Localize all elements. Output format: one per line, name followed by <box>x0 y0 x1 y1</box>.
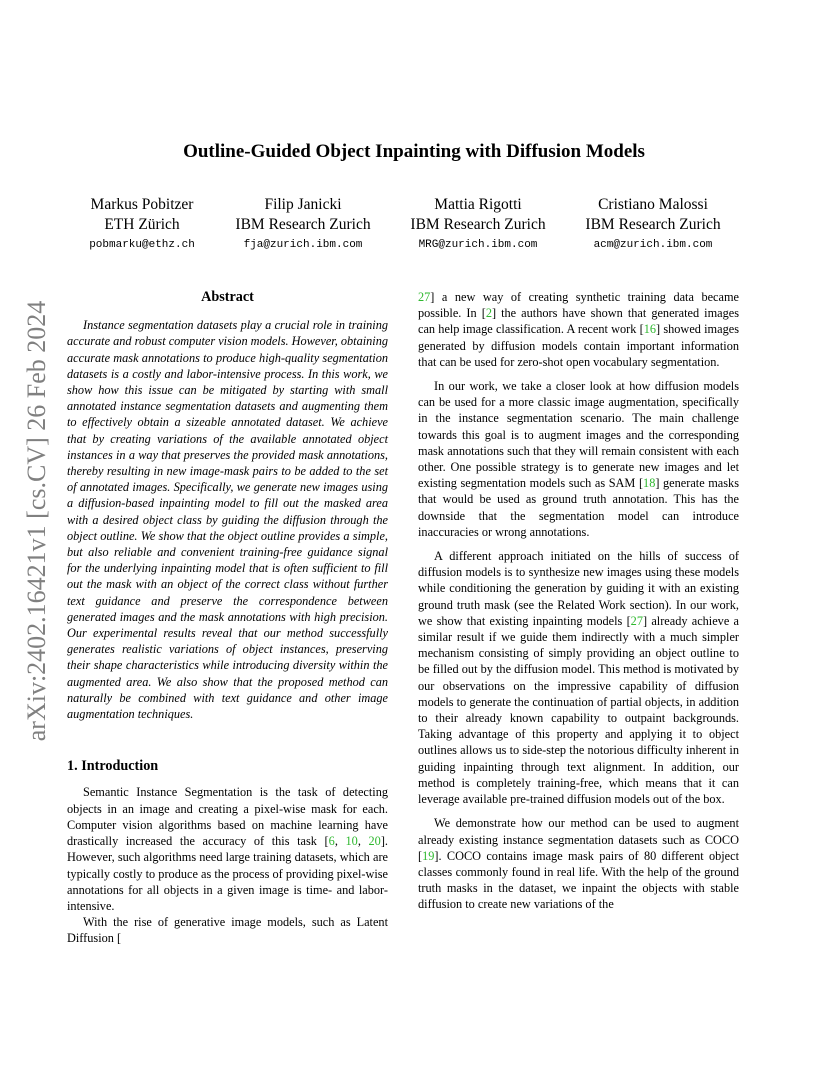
author-name: Cristiano Malossi <box>598 196 708 213</box>
introduction-heading: 1. Introduction <box>67 758 159 775</box>
right-column <box>418 289 739 913</box>
intro-paragraph-4: A different approach initiated on the hills of success of diffusion models is to synthesize new images using these models while conditioning the generation by guiding it with an existing ground truth mask (see the Related Work section). In our work, we show that existing inpainting models [27] already achieve a similar result if we guide them indirectly with a much simpler mechanism consisting of simply providing an object outline to be filled out by the diffusion model. This method is motivated by our observations on the impressive capability of diffusion models to generate the continuation of partial objects, in addition to their already known capability to outpaint backgrounds. Taking advantage of this property and applying it to object outlines allows us to side-step the notorious difficulty inherent in guiding inpainting through text alignment. In addition, our method is completely training-free, which means that it can leverage available pre-trained diffusion models out of the box. <box>418 549 739 807</box>
author-1 <box>72 195 212 256</box>
author-email: acm@zurich.ibm.com <box>593 239 713 251</box>
arxiv-identifier-text: arXiv:2402.16421v1 [cs.CV] 26 Feb 2024 <box>22 300 51 742</box>
citation-link[interactable]: 10 <box>345 834 358 849</box>
intro-paragraph-2-text: With the rise of generative image models, such as Latent Diffusion [ <box>67 915 388 946</box>
intro-paragraph-2-continued: 27] a new way of creating synthetic training data became possible. In [2] the authors have shown that generated images can help image classification. A recent work [16] showed images generated by diffusion models contain important information that can be used for zero-shot open vocabulary segmentation. <box>418 290 739 369</box>
author-2 <box>228 195 378 256</box>
author-email: pobmarku@ethz.ch <box>89 239 195 251</box>
author-4 <box>578 195 728 256</box>
citation-link[interactable]: 20 <box>368 834 381 849</box>
intro-paragraph-5: We demonstrate how our method can be used to augment already existing instance segmentation datasets such as COCO [19]. COCO contains image mask pairs of 80 different object classes commonly found in real life. With the help of the ground truth masks in the dataset, we inpaint the objects with stable diffusion to create new variations of the <box>418 816 739 912</box>
author-affiliation: ETH Zürich <box>104 215 180 233</box>
citation-link[interactable]: 27 <box>630 613 643 628</box>
intro-paragraph-1: Semantic Instance Segmentation is the task of detecting objects in an image and creating a pixel-wise mask for each. Computer vision algorithms based on machine learning have drastically increased the accuracy of this task [6, 10, 20]. However, such algorithms need large training datasets, which are typically costly to produce as the process of providing pixel-wise annotations for all objects in a given image is time- and labor-intensive. <box>67 785 388 913</box>
intro-paragraph-3: In our work, we take a closer look at how diffusion models can be used for a more classic image augmentation, specifically in the instance segmentation scenario. The main challenge towards this goal is to augment images and the corresponding mask annotations such that they will remain consistent with each other. One possible strategy is to generate new images and let existing segmentation models such as SAM [18] generate masks that would be used as ground truth annotation. This has the downside that the segmentation model can introduce inaccuracies or wrong annotations. <box>418 379 739 539</box>
abstract-text: Instance segmentation datasets play a crucial role in training accurate and robust computer vision models. However, obtaining accurate mask annotations to produce high-quality segmentation datasets is a costly and labor-intensive process. In this work, we show how this issue can be mitigated by starting with small annotated instance segmentation datasets and augmenting them to effectively obtain a sizeable annotated dataset. We achieve that by creating variations of the available annotated object instances in a way that preserves the provided mask annotations, thereby resulting in new image-mask pairs to be added to the set of annotated images. Specifically, we generate new images using a diffusion-based inpainting model to fill out the masked area with a desired object class by guiding the diffusion through the object outline. We show that the object outline provides a simple, but also reliable and convenient training-free guidance signal for the underlying inpainting model that is often sufficient to fill out the mask with an object of the correct class without further text guidance and preserve the correspondence between generated images and the mask annotations with high precision. Our experimental results reveal that our method successfully generates realistic variations of object instances, preserving their shape characteristics while introducing diversity within the augmented area. We also show that the proposed method can naturally be combined with text guidance and other image augmentation techniques. <box>67 318 388 722</box>
arxiv-side-identifier <box>18 286 56 756</box>
paper-title: Outline-Guided Object Inpainting with Diffusion Models <box>183 141 645 162</box>
left-column <box>67 289 388 947</box>
citation-link[interactable]: 16 <box>643 322 657 337</box>
author-affiliation: IBM Research Zurich <box>235 215 371 233</box>
abstract-heading: Abstract <box>201 289 254 305</box>
citation-link[interactable]: 18 <box>643 476 656 491</box>
citation-link[interactable]: 27 <box>418 290 431 304</box>
intro-paragraph-2-start <box>67 914 388 946</box>
author-email: fja@zurich.ibm.com <box>243 239 363 251</box>
author-3 <box>403 195 553 256</box>
author-affiliation: IBM Research Zurich <box>585 215 721 233</box>
citation-link[interactable]: 6 <box>328 834 335 849</box>
citation-link[interactable]: 2 <box>485 306 492 321</box>
author-name: Filip Janicki <box>264 196 342 213</box>
author-name: Mattia Rigotti <box>434 196 522 213</box>
citation-link[interactable]: 19 <box>422 848 435 863</box>
author-name: Markus Pobitzer <box>90 196 194 213</box>
author-affiliation: IBM Research Zurich <box>410 215 546 233</box>
author-email: MRG@zurich.ibm.com <box>418 239 538 251</box>
